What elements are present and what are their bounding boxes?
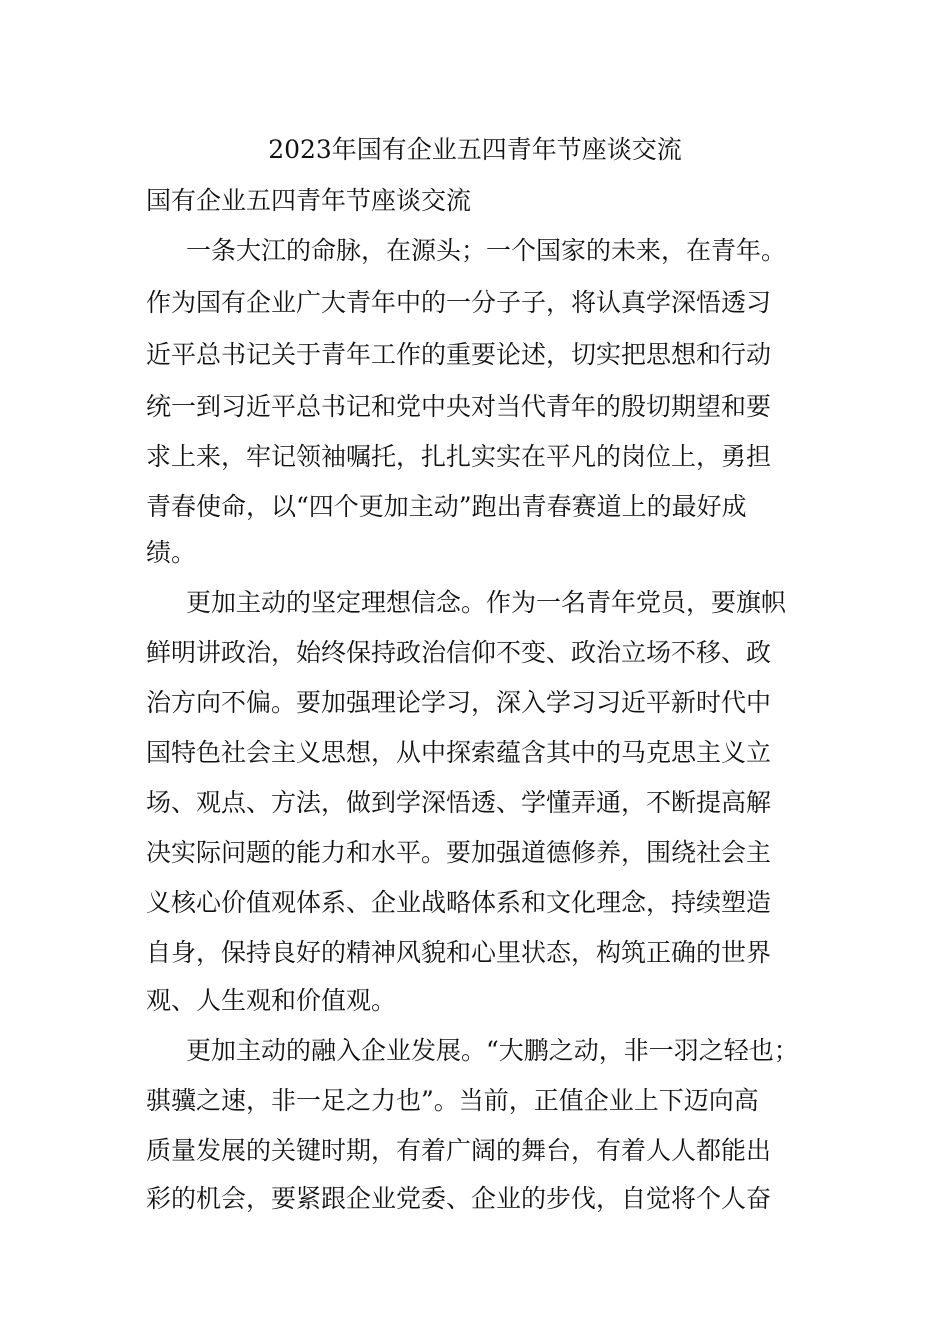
paragraph-1-line-3: 近平总书记关于青年工作的重要论述，切实把思想和行动 xyxy=(146,340,772,369)
paragraph-3-line-2: 骐骥之速，非一足之力也”。当前，正值企业上下迈向高 xyxy=(146,1086,759,1115)
paragraph-2-line-4: 国特色社会主义思想，从中探索蕴含其中的马克思主义立 xyxy=(146,738,772,767)
paragraph-2-line-7: 义核心价值观体系、企业战略体系和文化理念，持续塑造 xyxy=(146,888,772,917)
paragraph-2-line-2: 鲜明讲政治，始终保持政治信仰不变、政治立场不移、政 xyxy=(146,638,772,667)
document-title: 2023年国有企业五四青年节座谈交流 xyxy=(268,135,682,164)
paragraph-1-line-5: 求上来，牢记领袖嘱托，扎扎实实在平凡的岗位上，勇担 xyxy=(146,442,772,471)
paragraph-2-line-9: 观、人生观和价值观。 xyxy=(146,986,397,1015)
paragraph-1-line-1: 一条大江的命脉，在源头；一个国家的未来，在青年。 xyxy=(186,236,787,265)
paragraph-2-line-8: 自身，保持良好的精神风貌和心里状态，构筑正确的世界 xyxy=(146,938,772,967)
paragraph-2-line-6: 决实际问题的能力和水平。要加强道德修养，围绕社会主 xyxy=(146,838,772,867)
paragraph-2-line-3: 治方向不偏。要加强理论学习，深入学习习近平新时代中 xyxy=(146,688,772,717)
paragraph-2-line-1: 更加主动的坚定理想信念。作为一名青年党员，要旗帜 xyxy=(186,588,787,617)
paragraph-3-line-3: 质量发展的关键时期，有着广阔的舞台，有着人人都能出 xyxy=(146,1136,772,1165)
paragraph-2-line-5: 场、观点、方法，做到学深悟透、学懂弄通，不断提高解 xyxy=(146,788,772,817)
paragraph-3-line-1: 更加主动的融入企业发展。“大鹏之动，非一羽之轻也； xyxy=(186,1036,799,1065)
paragraph-1-line-6: 青春使命，以“四个更加主动”跑出青春赛道上的最好成 xyxy=(146,492,747,521)
document-subtitle: 国有企业五四青年节座谈交流 xyxy=(146,186,472,215)
paragraph-1-line-7: 绩。 xyxy=(146,538,197,567)
paragraph-3-line-4: 彩的机会，要紧跟企业党委、企业的步伐，自觉将个人奋 xyxy=(146,1184,772,1213)
paragraph-1-line-4: 统一到习近平总书记和党中央对当代青年的殷切期望和要 xyxy=(146,392,772,421)
paragraph-1-line-2: 作为国有企业广大青年中的一分子子，将认真学深悟透习 xyxy=(146,288,772,317)
